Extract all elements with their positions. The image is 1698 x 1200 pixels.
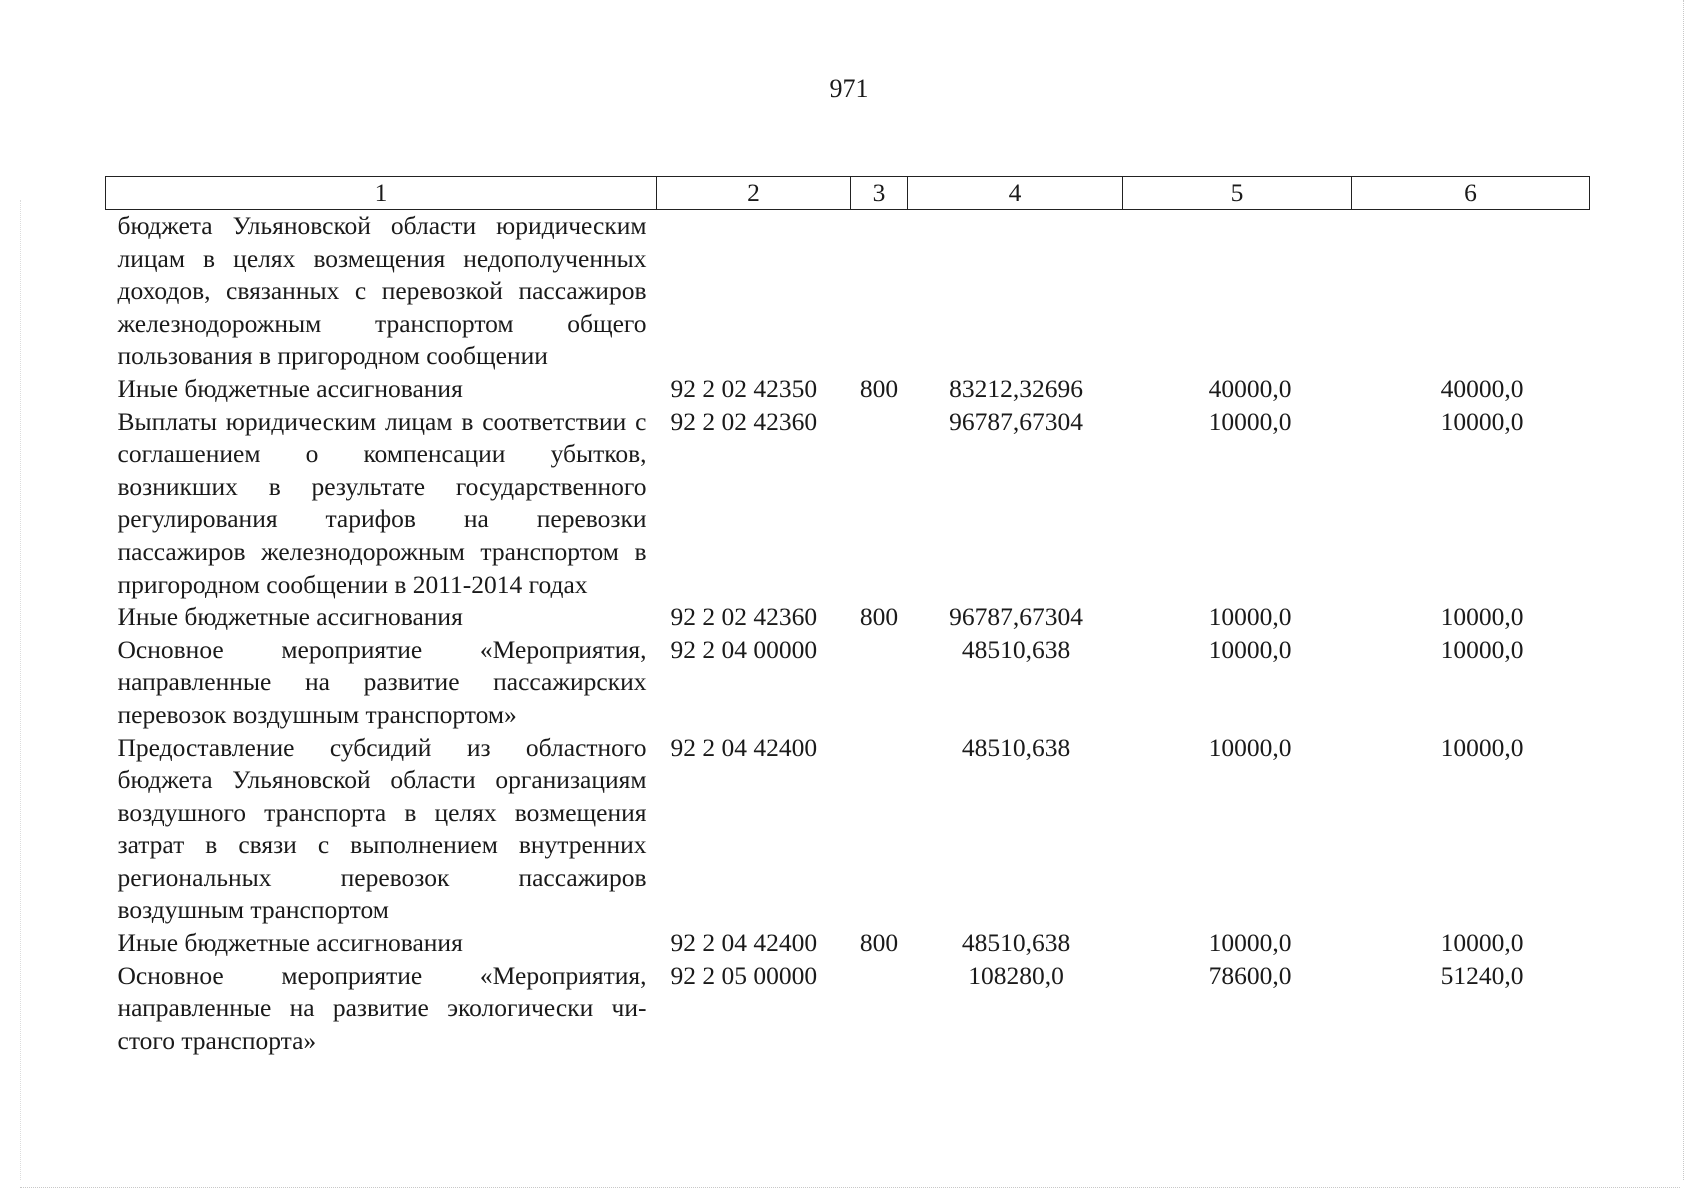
row-value-6: 10000,0 (1440, 732, 1524, 762)
row-name: Иные бюджетные ассигнования (117, 602, 463, 632)
row-name: Иные бюджетные ассигнования (117, 373, 463, 403)
column-header-4: 4 (908, 177, 1123, 210)
row-name: Предоставление субсидий из областного бюджета Ульяновской области организациям воздушного транспорта в целях возмещения затрат в связи с выполнением внутренних региональных перевозок пассажиров воздушным транспортом (117, 732, 647, 925)
row-value-4: 48510,638 (961, 634, 1071, 664)
table-row (106, 634, 1590, 732)
row-value-4: 108280,0 (968, 960, 1064, 990)
table-row (106, 210, 1590, 373)
row-value-6: 10000,0 (1440, 602, 1524, 632)
row-expense-type (851, 406, 908, 602)
row-value-4 (908, 210, 1123, 373)
row-code: 92 2 04 42400 (670, 928, 818, 958)
row-value-4: 48510,638 (961, 928, 1071, 958)
row-expense-type (851, 210, 908, 373)
budget-table (105, 176, 1590, 1057)
table-header-row (106, 177, 1590, 210)
row-value-4: 48510,638 (961, 732, 1071, 762)
row-value-5: 10000,0 (1208, 406, 1292, 436)
row-value-4: 96787,67304 (949, 406, 1083, 436)
row-expense-type: 800 (859, 373, 899, 403)
row-code: 92 2 02 42360 (670, 406, 818, 436)
row-name: Основное мероприятие «Мероприятия, направленные на развитие экологически чистого транспорта» (117, 960, 647, 1055)
row-code: 92 2 05 00000 (670, 960, 818, 990)
table-row (106, 406, 1590, 602)
table-row (106, 927, 1590, 960)
row-value-5 (1123, 210, 1352, 373)
row-value-6 (1352, 210, 1590, 373)
row-value-5: 40000,0 (1208, 373, 1292, 403)
row-value-5: 10000,0 (1208, 732, 1292, 762)
row-code: 92 2 02 42360 (670, 602, 818, 632)
scan-edge-left (20, 200, 22, 1180)
table-row (106, 373, 1590, 406)
scan-edge-right (1682, 0, 1684, 1180)
row-code: 92 2 04 00000 (670, 634, 818, 664)
row-value-6: 10000,0 (1440, 406, 1524, 436)
row-expense-type (851, 960, 908, 1058)
scan-edge-bottom (20, 1186, 1680, 1188)
row-expense-type: 800 (859, 928, 899, 958)
row-name: Иные бюджетные ассигнования (117, 928, 463, 958)
row-name: Выплаты юридическим лицам в соответствии с соглашением о компенсации убытков, возникших в результате государственного регулирования тарифов на перевозки пассажиров железнодорожным транспортом в пригородном сообщении в 2011-2014 годах (117, 406, 647, 599)
row-value-4: 96787,67304 (949, 602, 1083, 632)
row-value-6: 51240,0 (1440, 960, 1524, 990)
row-value-6: 10000,0 (1440, 928, 1524, 958)
row-expense-type (851, 732, 908, 928)
row-code: 92 2 02 42350 (670, 373, 818, 403)
row-value-5: 10000,0 (1208, 634, 1292, 664)
row-value-5: 78600,0 (1208, 960, 1292, 990)
column-header-1: 1 (106, 177, 657, 210)
column-header-6: 6 (1352, 177, 1590, 210)
column-header-2: 2 (657, 177, 851, 210)
row-expense-type (851, 634, 908, 732)
table-row (106, 960, 1590, 1058)
row-name: Основное мероприятие «Мероприятия, направленные на развитие пассажирских перевозок воздушным транспортом» (117, 634, 647, 729)
row-value-5: 10000,0 (1208, 602, 1292, 632)
table-row (106, 601, 1590, 634)
row-code: 92 2 04 42400 (670, 732, 818, 762)
row-code (657, 210, 851, 373)
row-expense-type: 800 (859, 602, 899, 632)
column-header-5: 5 (1123, 177, 1352, 210)
row-value-6: 10000,0 (1440, 634, 1524, 664)
row-value-6: 40000,0 (1440, 373, 1524, 403)
column-header-3: 3 (851, 177, 908, 210)
row-value-4: 83212,32696 (949, 373, 1083, 403)
page-number: 971 (829, 74, 869, 103)
row-value-5: 10000,0 (1208, 928, 1292, 958)
row-name: бюджета Ульяновской области юридическим лицам в целях возмещения недополученных доходов, связанных с перевозкой пассажиров железнодорожным транспортом общего пользования в пригородном сообщении (117, 211, 647, 371)
table-row (106, 732, 1590, 928)
